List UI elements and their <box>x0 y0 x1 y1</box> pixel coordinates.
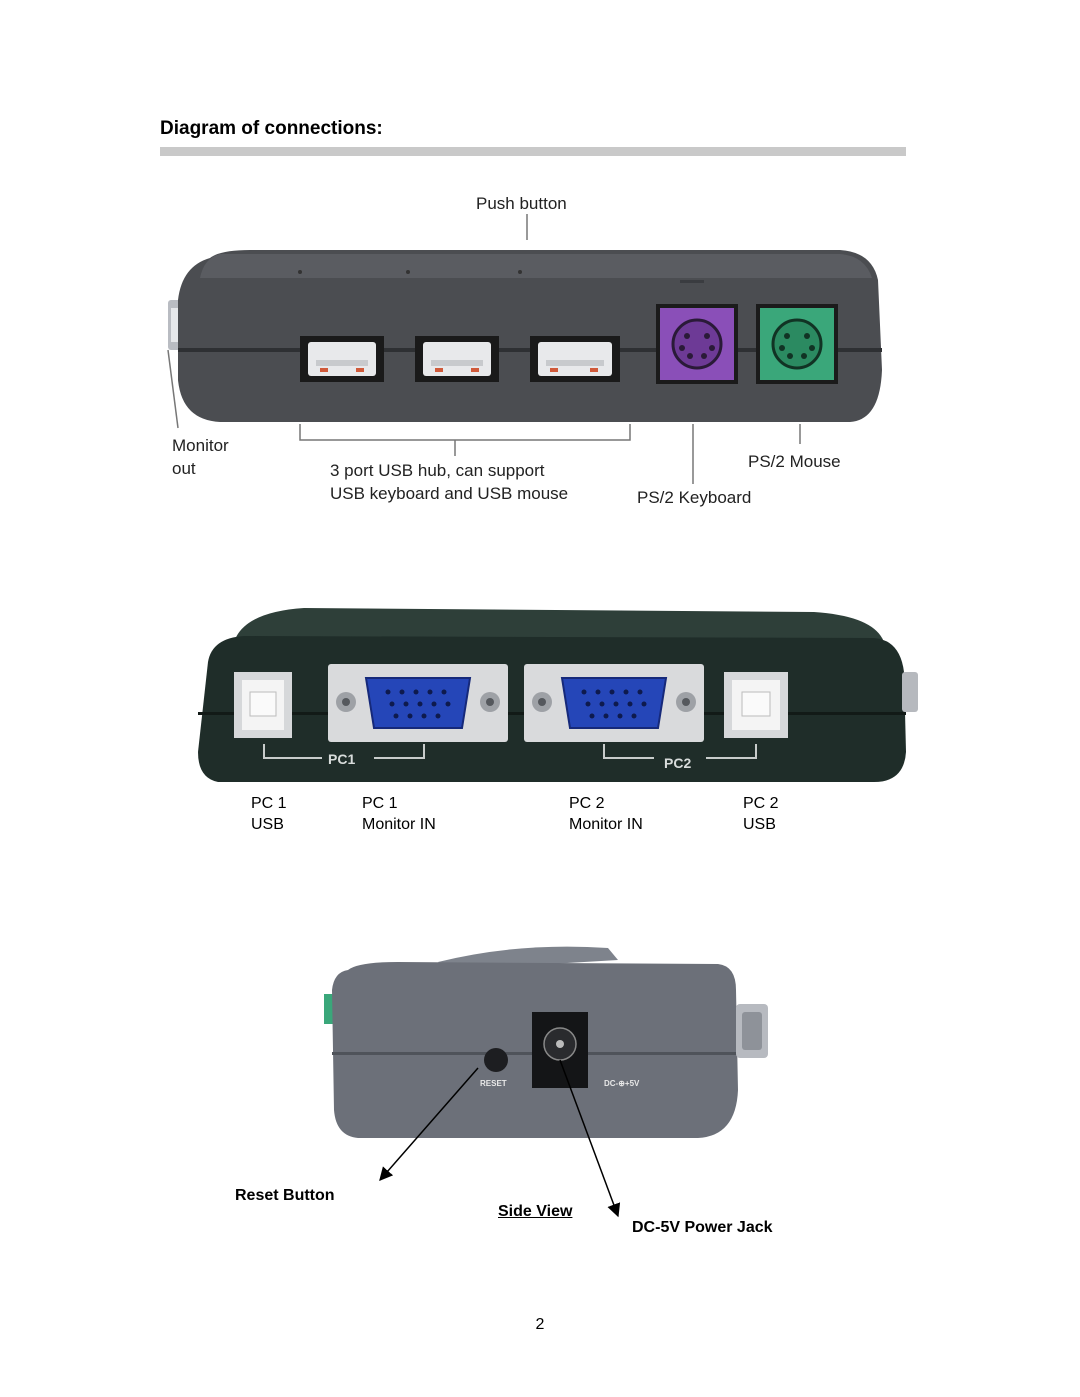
pc1-usb-label-line2: USB <box>251 816 284 833</box>
pc2-monitor-label-line1: PC 2 <box>569 795 605 812</box>
page-number: 2 <box>535 1316 545 1333</box>
page-title: Diagram of connections: <box>160 118 383 139</box>
ps2-mouse-label: PS/2 Mouse <box>748 452 841 471</box>
pc2-usb-label-line2: USB <box>743 816 776 833</box>
dc-print: DC-⊕+5V <box>604 1079 640 1088</box>
reset-button-label: Reset Button <box>235 1187 335 1204</box>
monitor-out-label-line2: out <box>172 459 196 478</box>
monitor-out-label-line1: Monitor <box>172 436 229 455</box>
pc1-monitor-label-line1: PC 1 <box>362 795 398 812</box>
pc1-badge: PC1 <box>328 751 356 767</box>
usb-hub-label-line2: USB keyboard and USB mouse <box>330 484 569 503</box>
reset-print: RESET <box>480 1079 507 1088</box>
power-jack-label: DC-5V Power Jack <box>632 1219 773 1236</box>
push-button-label: Push button <box>476 194 567 213</box>
pc1-usb-label-line1: PC 1 <box>251 795 287 812</box>
usb-hub-label-line1: 3 port USB hub, can support <box>330 461 545 480</box>
pc1-monitor-label-line2: Monitor IN <box>362 816 436 833</box>
side-view-title: Side View <box>498 1203 573 1220</box>
pc2-monitor-label-line2: Monitor IN <box>569 816 643 833</box>
pc2-usb-label-line1: PC 2 <box>743 795 779 812</box>
pc2-badge: PC2 <box>664 755 692 771</box>
ps2-keyboard-label: PS/2 Keyboard <box>637 488 752 507</box>
